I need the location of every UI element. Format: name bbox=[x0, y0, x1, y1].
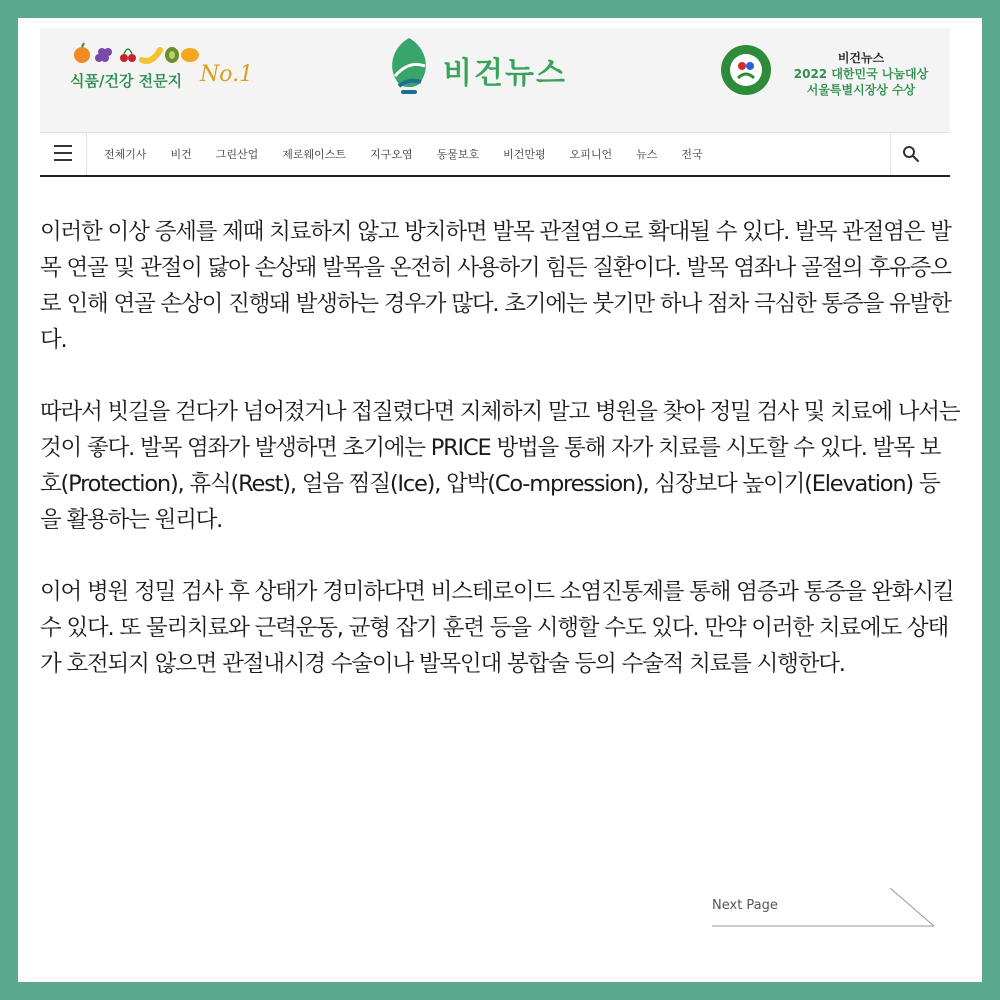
search-divider bbox=[890, 133, 891, 175]
article-body bbox=[40, 214, 960, 718]
nav-item-pollution[interactable]: 지구오염 bbox=[370, 148, 413, 161]
specialty-text: 식품/건강 전문지 bbox=[70, 72, 183, 90]
brand-row bbox=[40, 28, 950, 112]
award-text bbox=[786, 50, 936, 98]
nav-item-vegan[interactable]: 비건 bbox=[170, 148, 192, 161]
paragraph-2: 따라서 빗길을 걷다가 넘어졌거나 접질렸다면 지체하지 말고 병원을 찾아 정밀 검사 및 치료에 나서는 것이 좋다. 발목 염좌가 발생하면 초기에는 PRICE 방법을 통해 자가 치료를 시도할 수 있다. 발목 보호(Protection), 휴식(Rest), 얼음 찜질(Ice), 압박(Co-mpression), 심장보다 높이기(Elevation) 등을 활용하는 원리다. bbox=[40, 399, 960, 533]
award-line1: 비건뉴스 bbox=[837, 51, 885, 65]
site-header bbox=[40, 28, 950, 176]
nav-item-news[interactable]: 뉴스 bbox=[636, 148, 658, 161]
award-line3: 서울특별시장상 수상 bbox=[806, 83, 916, 97]
rank-text: No.1 bbox=[200, 62, 254, 87]
site-logo[interactable] bbox=[385, 36, 615, 106]
nav-item-opinion[interactable]: 오피니언 bbox=[569, 148, 613, 161]
paragraph-3: 이어 병원 정밀 검사 후 상태가 경미하다면 비스테로이드 소염진통제를 통해 염증과 통증을 완화시킬 수 있다. 또 물리치료와 근력운동, 균형 잡기 훈련 등을 시행할 수도 있다. 만약 이러한 치료에도 상태가 호전되지 않으면 관절내시경 수술이나 발목인대 봉합술 등의 수술적 치료를 시행한다. bbox=[40, 579, 954, 677]
paragraph-1: 이러한 이상 증세를 제때 치료하지 않고 방치하면 발목 관절염으로 확대될 수 있다. 발목 관절염은 발목 연골 및 관절이 닳아 손상돼 발목을 온전히 사용하기 힘든 질환이다. 발목 염좌나 골절의 후유증으로 인해 연골 손상이 진행돼 발생하는 경우가 많다. 초기에는 붓기만 하나 점차 극심한 통증을 유발한다. bbox=[40, 219, 951, 353]
main-nav bbox=[40, 132, 950, 177]
nav-item-national[interactable]: 전국 bbox=[681, 148, 703, 161]
nav-items bbox=[104, 133, 727, 175]
logo-text: 비건뉴스 bbox=[443, 56, 567, 91]
nav-item-animal-protection[interactable]: 동물보호 bbox=[436, 148, 480, 161]
hamburger-icon[interactable] bbox=[54, 145, 72, 161]
next-page-label: Next Page bbox=[712, 898, 778, 913]
next-page-button[interactable] bbox=[712, 884, 934, 930]
specialty-badge bbox=[70, 40, 270, 100]
nav-item-zero-waste[interactable]: 제로웨이스트 bbox=[282, 148, 347, 161]
search-icon[interactable] bbox=[902, 145, 920, 163]
leaf-logo-icon bbox=[385, 36, 433, 96]
nav-item-green-industry[interactable]: 그린산업 bbox=[215, 148, 259, 161]
award-line2: 2022 대한민국 나눔대상 bbox=[793, 67, 929, 81]
award-seal-icon bbox=[720, 44, 772, 96]
fruit-vegetable-icons bbox=[72, 40, 202, 66]
award-badge bbox=[720, 44, 940, 104]
nav-divider bbox=[86, 133, 87, 175]
nav-item-cartoon[interactable]: 비건만평 bbox=[503, 148, 546, 161]
nav-item-all[interactable]: 전체기사 bbox=[104, 148, 147, 161]
